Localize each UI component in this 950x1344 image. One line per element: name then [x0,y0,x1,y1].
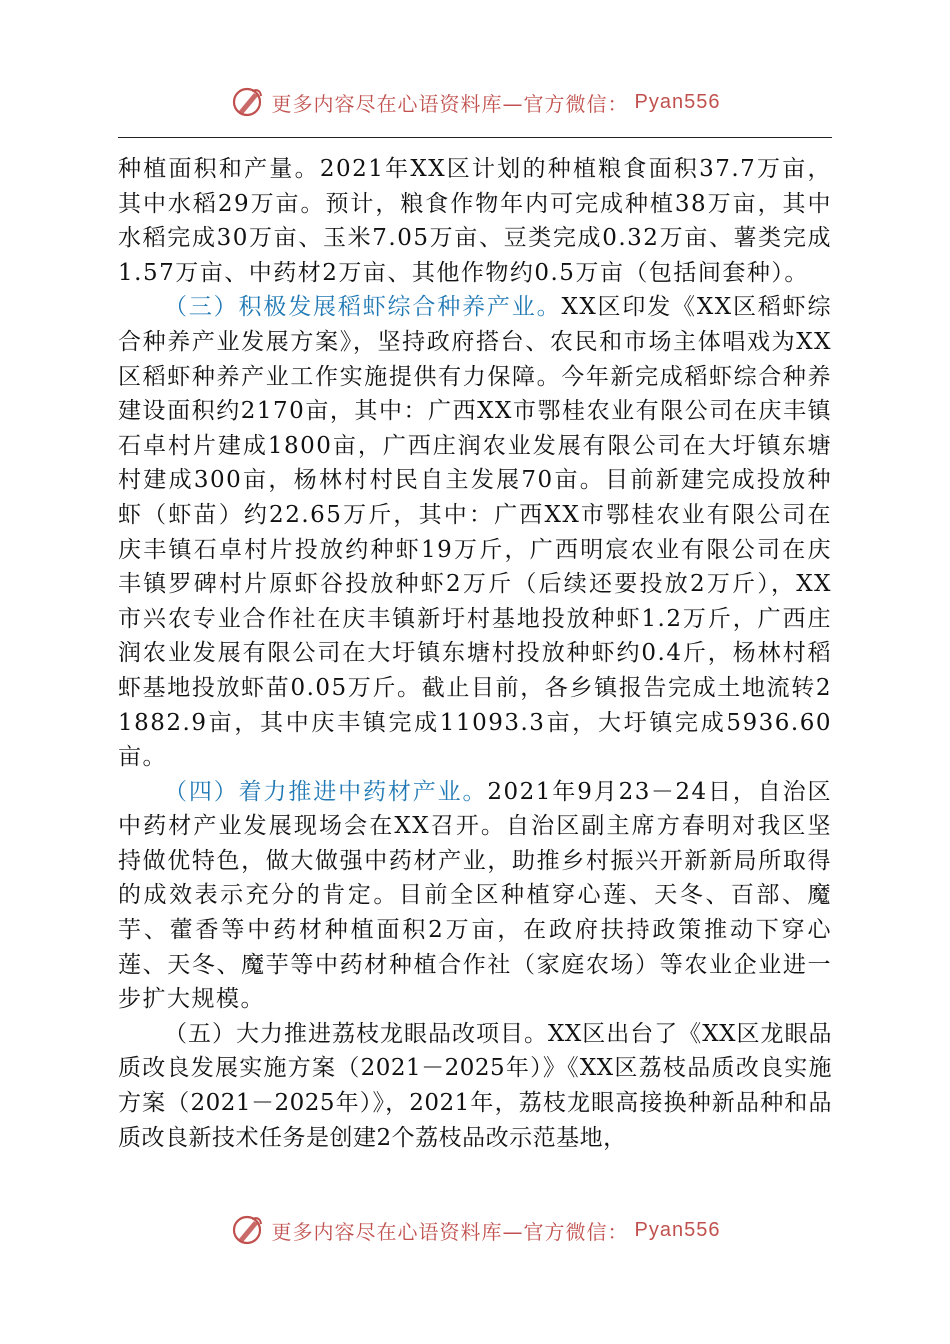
watermark-text: 更多内容尽在心语资料库—官方微信： [271,91,629,116]
watermark-id: Pyan556 [634,1218,721,1241]
footer-watermark [0,1212,950,1248]
paragraph-2-body: XX区印发《XX区稻虾综合种养产业发展方案》，坚持政府搭台、农民和市场主体唱戏为XX区稻虾种养产业工作实施提供有力保障。今年新完成稻虾综合种养建设面积约2170亩，其中：广西XX市鄂桂农业有限公司在庆丰镇石卓村片建成1800亩，广西庄润农业发展有限公司在大圩镇东塘村建成300亩，杨林村村民自主发展70亩。目前新建完成投放种虾（虾苗）约22.65万斤，其中：广西XX市鄂桂农业有限公司在庆丰镇石卓村片投放约种虾19万斤，广西明宸农业有限公司在庆丰镇罗碑村片原虾谷投放种虾2万斤（后续还要投放2万斤），XX市兴农专业合作社在庆丰镇新圩村基地投放种虾1.2万斤，广西庄润农业发展有限公司在大圩镇东塘村投放种虾约0.4斤，杨林村稻虾基地投放虾苗0.05万斤。截止目前，各乡镇报告完成土地流转21882.9亩，其中庆丰镇完成11093.3亩，大圩镇完成5936.60亩。 [118,294,833,771]
pen-logo-icon [230,84,266,120]
pen-logo-icon [230,1212,266,1248]
paragraph-3 [118,775,832,1017]
watermark-text: 更多内容尽在心语资料库—官方微信： [271,1219,629,1244]
document-body [118,152,832,1155]
paragraph-1: 种植面积和产量。2021年XX区计划的种植粮食面积37.7万亩，其中水稻29万亩。预计，粮食作物年内可完成种植38万亩，其中水稻完成30万亩、玉米7.05万亩、豆类完成0.32万亩、薯类完成1.57万亩、中药材2万亩、其他作物约0.5万亩（包括间套种）。 [118,156,832,286]
header-watermark [0,84,950,120]
section-heading-3: （三）积极发展稻虾综合种养产业。 [164,294,562,321]
section-heading-4: （四）着力推进中药材产业。 [164,778,488,805]
paragraph-3-body: 2021年9月23－24日，自治区中药材产业发展现场会在XX召开。自治区副主席方春明对我区坚持做优特色，做大做强中药材产业，助推乡村振兴开新新局所取得的成效表示充分的肯定。目前全区种植穿心莲、天冬、百部、魔芋、藿香等中药材种植面积2万亩，在政府扶持政策推动下穿心莲、天冬、魔芋等中药材种植合作社（家庭农场）等农业企业进一步扩大规模。 [118,778,833,1013]
paragraph-2 [118,290,832,774]
watermark-id: Pyan556 [634,90,721,113]
header-divider [118,137,832,138]
paragraph-4: （五）大力推进荔枝龙眼品改项目。XX区出台了《XX区龙眼品质改良发展实施方案（2021－2025年）》《XX区荔枝品质改良实施方案（2021－2025年）》，2021年，荔枝龙眼高接换种新品种和品质改良新技术任务是创建2个荔枝品改示范基地， [118,1020,832,1151]
